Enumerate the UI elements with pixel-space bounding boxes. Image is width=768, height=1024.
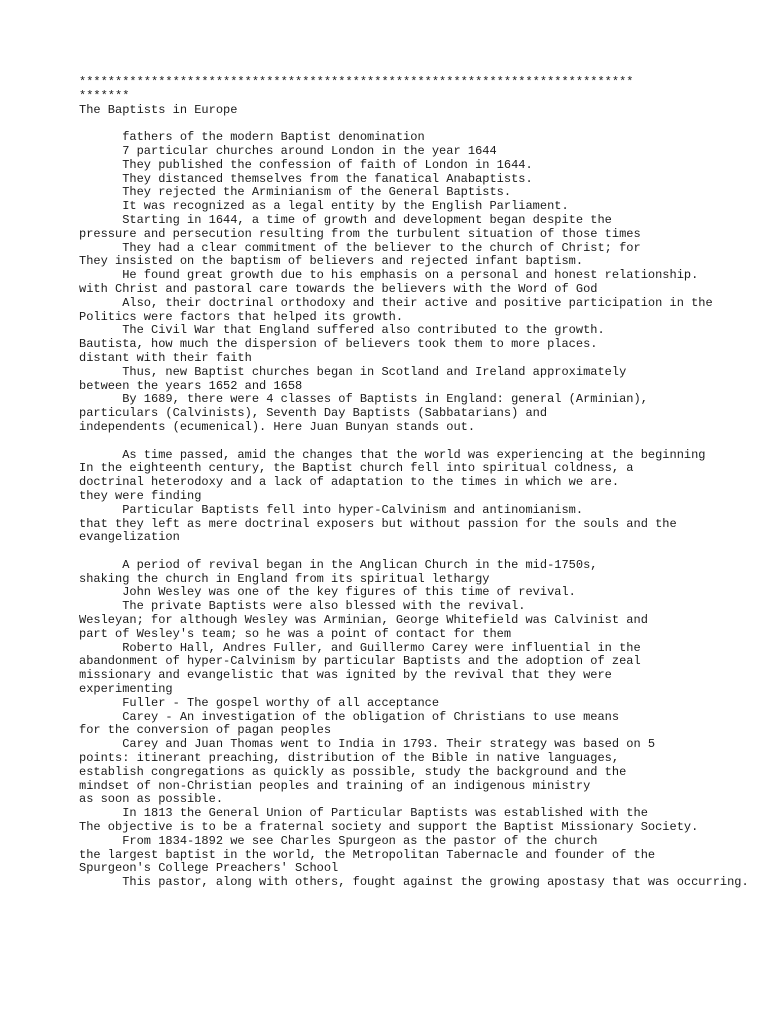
text-line: evangelization	[79, 530, 180, 545]
text-line: By 1689, there were 4 classes of Baptists in England: general (Arminian),	[79, 392, 648, 407]
text-line: The private Baptists were also blessed with the revival.	[79, 599, 526, 614]
text-line: establish congregations as quickly as possible, study the background and the	[79, 764, 627, 779]
text-line: They rejected the Arminianism of the General Baptists.	[79, 185, 512, 200]
text-line: Starting in 1644, a time of growth and development began despite the	[79, 212, 612, 227]
text-line: This pastor, along with others, fought against the growing apostasy that was occurring.	[79, 875, 749, 890]
text-line: Politics were factors that helped its growth.	[79, 309, 404, 324]
text-line: Fuller - The gospel worthy of all acceptance	[79, 695, 440, 710]
text-line: mindset of non-Christian peoples and training of an indigenous ministry	[79, 778, 591, 793]
text-line: missionary and evangelistic that was ignited by the revival that they were	[79, 668, 612, 683]
text-line: distant with their faith	[79, 350, 252, 365]
text-line: part of Wesley's team; so he was a point of contact for them	[79, 626, 512, 641]
text-line: In the eighteenth century, the Baptist church fell into spiritual coldness, a	[79, 461, 634, 476]
text-line: The objective is to be a fraternal society and support the Baptist Missionary Society.	[79, 820, 699, 835]
text-line: for the conversion of pagan peoples	[79, 723, 332, 738]
text-line: As time passed, amid the changes that the world was experiencing at the beginning	[79, 447, 706, 462]
document-body	[79, 76, 767, 890]
text-line: as soon as possible.	[79, 792, 224, 807]
separator-line: *****************************************************************************	[79, 75, 634, 89]
text-line: They distanced themselves from the fanatical Anabaptists.	[79, 171, 533, 186]
text-line: points: itinerant preaching, distribution of the Bible in native languages,	[79, 751, 620, 766]
text-line: They had a clear commitment of the believer to the church of Christ; for	[79, 240, 641, 255]
text-line: abandonment of hyper-Calvinism by particular Baptists and the adoption of zeal	[79, 654, 641, 669]
text-line: 7 particular churches around London in the year 1644	[79, 143, 497, 158]
text-line: Bautista, how much the dispersion of believers took them to more places.	[79, 337, 598, 352]
text-line: Roberto Hall, Andres Fuller, and Guillermo Carey were influential in the	[79, 640, 641, 655]
text-line: the largest baptist in the world, the Metropolitan Tabernacle and founder of the	[79, 847, 656, 862]
text-line: independents (ecumenical). Here Juan Bunyan stands out.	[79, 419, 476, 434]
text-line: In 1813 the General Union of Particular Baptists was established with the	[79, 806, 648, 821]
document-page	[79, 76, 767, 890]
separator-line: *******	[79, 88, 130, 103]
text-line: Carey - An investigation of the obligation of Christians to use means	[79, 709, 620, 724]
text-line: He found great growth due to his emphasis on a personal and honest relationship.	[79, 268, 699, 283]
text-line: It was recognized as a legal entity by the English Parliament.	[79, 199, 569, 214]
text-line: Particular Baptists fell into hyper-Calvinism and antinomianism.	[79, 502, 584, 517]
text-line: Spurgeon's College Preachers' School	[79, 861, 339, 876]
text-line: experimenting	[79, 682, 173, 697]
text-line: Also, their doctrinal orthodoxy and their active and positive participation in the	[79, 295, 713, 310]
text-line: Carey and Juan Thomas went to India in 1793. Their strategy was based on 5	[79, 737, 656, 752]
text-line: From 1834-1892 we see Charles Spurgeon as the pastor of the church	[79, 833, 598, 848]
text-line: They insisted on the baptism of believers and rejected infant baptism.	[79, 254, 584, 269]
text-line: they were finding	[79, 488, 202, 503]
document-title: The Baptists in Europe	[79, 102, 238, 117]
text-line: pressure and persecution resulting from the turbulent situation of those times	[79, 226, 641, 241]
text-line: between the years 1652 and 1658	[79, 378, 303, 393]
text-line: that they left as mere doctrinal exposers but without passion for the souls and the	[79, 516, 677, 531]
text-line: Thus, new Baptist churches began in Scotland and Ireland approximately	[79, 364, 627, 379]
text-line	[79, 117, 767, 131]
text-line: They published the confession of faith of London in 1644.	[79, 157, 533, 172]
text-line: doctrinal heterodoxy and a lack of adaptation to the times in which we are.	[79, 475, 620, 490]
text-line	[79, 545, 767, 559]
text-line: A period of revival began in the Anglican Church in the mid-1750s,	[79, 557, 598, 572]
text-line: particulars (Calvinists), Seventh Day Baptists (Sabbatarians) and	[79, 406, 548, 421]
text-line: John Wesley was one of the key figures of this time of revival.	[79, 585, 576, 600]
text-line: with Christ and pastoral care towards the believers with the Word of God	[79, 281, 598, 296]
text-line: fathers of the modern Baptist denomination	[79, 130, 425, 145]
text-line: The Civil War that England suffered also contributed to the growth.	[79, 323, 605, 338]
text-line: Wesleyan; for although Wesley was Arminian, George Whitefield was Calvinist and	[79, 613, 648, 628]
text-line	[79, 435, 767, 449]
text-line: shaking the church in England from its spiritual lethargy	[79, 571, 490, 586]
